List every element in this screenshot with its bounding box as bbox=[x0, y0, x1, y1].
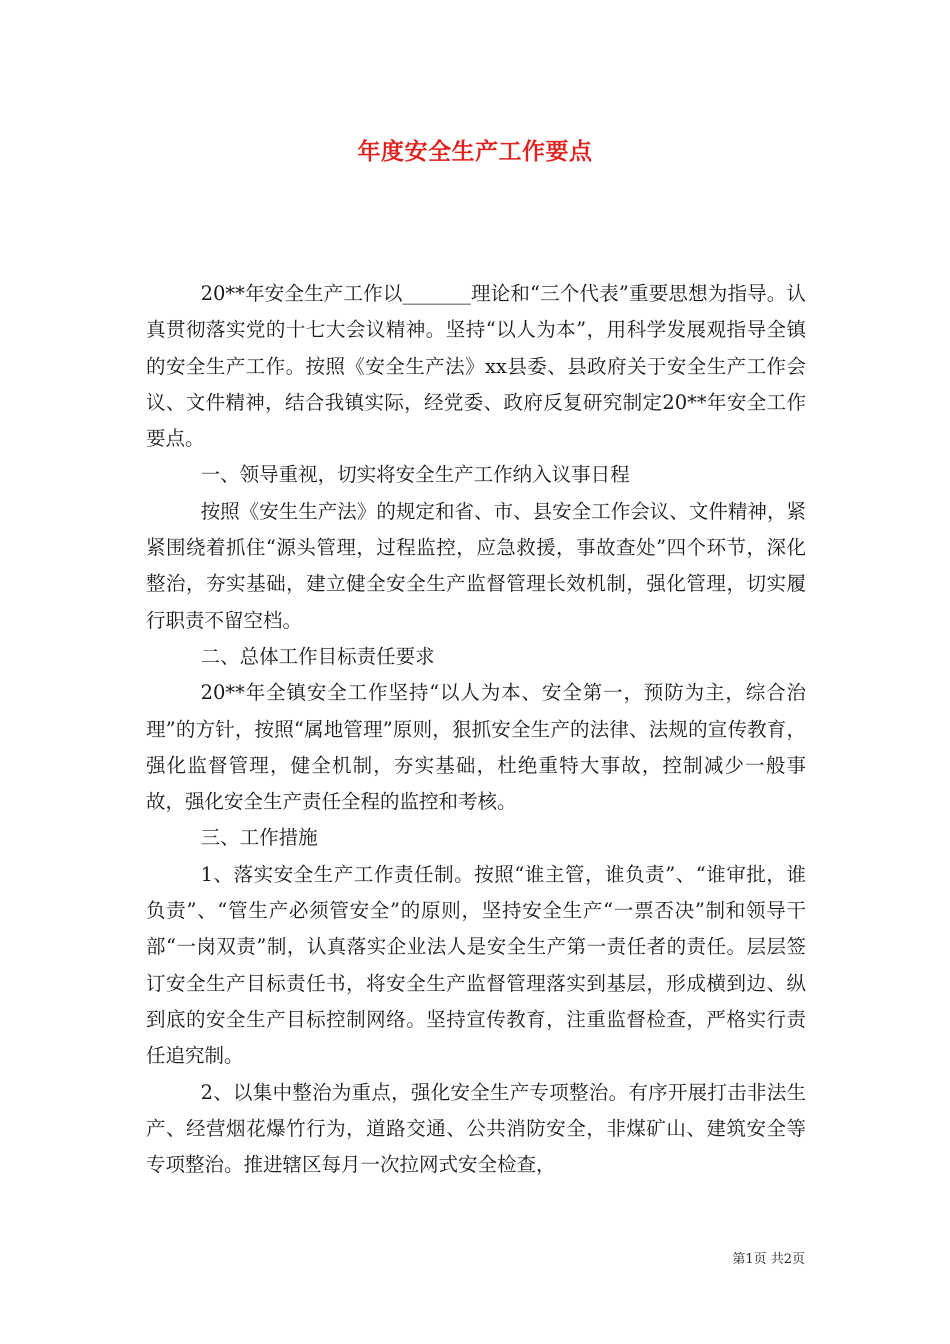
paragraph-measure-1: 1、落实安全生产工作责任制。按照“谁主管，谁负责”、“谁审批，谁负责”、“管生产必须管安全”的原则，坚持安全生产“一票否决”制和领导干部“一岗双责”制，认真落实企业法人是安全生产第一责任者的责任。层层签订安全生产目标责任书，将安全生产监督管理落实到基层，形成横到边、纵到底的安全生产目标控制网络。坚持宣传教育，注重监督检查，严格实行责任追究制。 bbox=[146, 862, 806, 1068]
page-number: 第1页 共2页 bbox=[732, 1252, 805, 1267]
paragraph-intro: 20**年安全生产工作以_______理论和“三个代表”重要思想为指导。认真贯彻落实党的十七大会议精神。坚持“以人为本”，用科学发展观指导全镇的安全生产工作。按照《安全生产法》xx县委、县政府关于安全生产工作会议、文件精神，结合我镇实际，经党委、政府反复研究制定20**年安全工作要点。 bbox=[146, 282, 806, 451]
paragraph-section-1: 按照《安生生产法》的规定和省、市、县安全工作会议、文件精神，紧紧围绕着抓住“源头管理，过程监控，应急救援，事故查处”四个环节，深化整治，夯实基础，建立健全安全生产监督管理长效机制，强化管理，切实履行职责不留空档。 bbox=[146, 499, 806, 632]
heading-section-2: 二、总体工作目标责任要求 bbox=[200, 644, 435, 668]
paragraph-section-2: 20**年全镇安全工作坚持“以人为本、安全第一，预防为主，综合治理”的方针，按照“属地管理”原则，狠抓安全生产的法律、法规的宣传教育，强化监督管理，健全机制，夯实基础，杜绝重特大事故，控制减少一般事故，强化安全生产责任全程的监控和考核。 bbox=[146, 681, 806, 814]
heading-section-3: 三、工作措施 bbox=[200, 826, 318, 850]
paragraph-measure-2: 2、以集中整治为重点，强化安全生产专项整治。有序开展打击非法生产、经营烟花爆竹行为，道路交通、公共消防安全，非煤矿山、建筑安全等专项整治。推进辖区每月一次拉网式安全检查， bbox=[146, 1080, 806, 1177]
document-body bbox=[146, 276, 806, 1183]
heading-section-1: 一、领导重视，切实将安全生产工作纳入议事日程 bbox=[200, 463, 630, 487]
document-title: 年度安全生产工作要点 bbox=[357, 138, 593, 165]
